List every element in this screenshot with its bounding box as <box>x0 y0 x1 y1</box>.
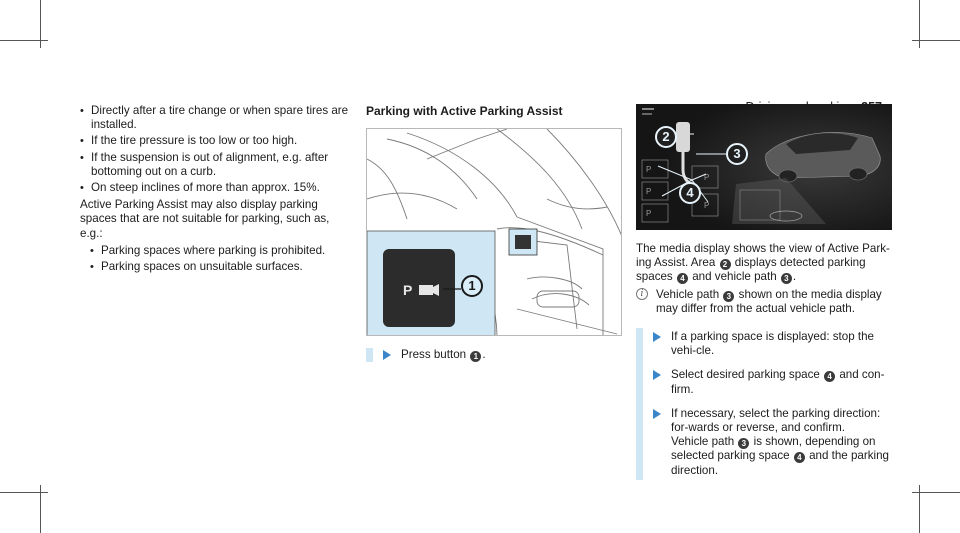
text-span: The media display shows the view of Active Park-ing Assist. Area <box>636 242 890 270</box>
step-text: Press button <box>401 348 467 362</box>
list-item: • If the tire pressure is too low or too high. <box>80 134 350 148</box>
text-span: . <box>792 270 797 284</box>
arrow-right-icon <box>653 409 661 419</box>
parking-space-label: P <box>646 187 652 196</box>
column-right <box>636 104 892 480</box>
step-text: Select desired parking space <box>671 368 820 382</box>
list-item: • Directly after a tire change or when spare tires are installed. <box>80 104 350 132</box>
text-span: shown on the media display may differ from the actual vehicle path. <box>656 287 882 315</box>
text-span: Vehicle path <box>656 287 720 301</box>
figure-media-display <box>636 104 892 230</box>
figure-callout-3: 3 <box>726 143 748 165</box>
column-middle <box>366 104 622 372</box>
media-display-illustration <box>636 104 892 230</box>
crop-mark <box>0 40 48 41</box>
list-item: • Parking spaces on unsuitable surfaces. <box>90 260 350 274</box>
figure-callout-1: 1 <box>461 275 483 297</box>
arrow-right-icon <box>383 350 391 360</box>
text-span: and vehicle path <box>692 270 777 284</box>
reference-badge: 1 <box>470 351 481 362</box>
text-span: displays detected parking spaces <box>636 256 866 284</box>
paragraph-unsuitable: Active Parking Assist may also display parking spaces that are not suitable for parking, such as, e.g.: <box>80 198 330 240</box>
bullet-list-examples <box>80 244 350 274</box>
step-stop-vehicle <box>651 330 892 358</box>
list-item: • If the suspension is out of alignment, e.g. after bottoming out on a curb. <box>80 151 350 179</box>
reference-badge: 2 <box>720 259 731 270</box>
step-text: is shown, depending on selected parking space <box>671 435 876 463</box>
step-text: If necessary, select the parking direction: for-wards or reverse, and confirm. <box>671 406 881 435</box>
list-item: • On steep inclines of more than approx. 15%. <box>80 181 350 195</box>
paragraph-media-display <box>636 242 892 285</box>
step-text: and the parking direction. <box>671 449 889 477</box>
step-parking-direction <box>651 407 892 478</box>
crop-mark <box>912 40 960 41</box>
crop-mark <box>0 492 48 493</box>
reference-badge: 4 <box>824 371 835 382</box>
parking-space-label: P <box>646 209 652 218</box>
reference-badge: 4 <box>677 273 688 284</box>
reference-badge: 3 <box>781 273 792 284</box>
figure-callout-2: 2 <box>655 126 677 148</box>
step-press-button <box>381 348 622 362</box>
reference-badge: 3 <box>738 438 749 449</box>
arrow-right-icon <box>653 332 661 342</box>
reference-badge: 3 <box>723 291 734 302</box>
info-icon: i <box>636 288 648 300</box>
step-text: If a parking space is displayed: stop the vehi-cle. <box>671 330 875 358</box>
section-heading: Parking with Active Parking Assist <box>366 104 563 118</box>
svg-text:P: P <box>403 282 413 299</box>
console-illustration <box>367 129 622 336</box>
figure-callout-4: 4 <box>679 182 701 204</box>
column-left <box>80 104 350 276</box>
reference-badge: 4 <box>794 452 805 463</box>
instruction-steps <box>366 348 622 362</box>
step-select-space <box>651 368 892 396</box>
instruction-steps <box>636 328 892 480</box>
step-text-end: . <box>482 348 486 362</box>
step-text: and con-firm. <box>671 368 885 396</box>
step-text: Vehicle path <box>671 435 735 449</box>
arrow-right-icon <box>653 370 661 380</box>
list-item: • Parking spaces where parking is prohibited. <box>90 244 350 258</box>
parking-space-label: P <box>704 173 710 182</box>
info-note <box>636 288 892 316</box>
crop-mark <box>912 492 960 493</box>
parking-space-label: P <box>704 201 710 210</box>
parking-space-label: P <box>646 165 652 174</box>
bullet-list-conditions <box>80 104 350 195</box>
figure-center-console <box>366 128 622 336</box>
